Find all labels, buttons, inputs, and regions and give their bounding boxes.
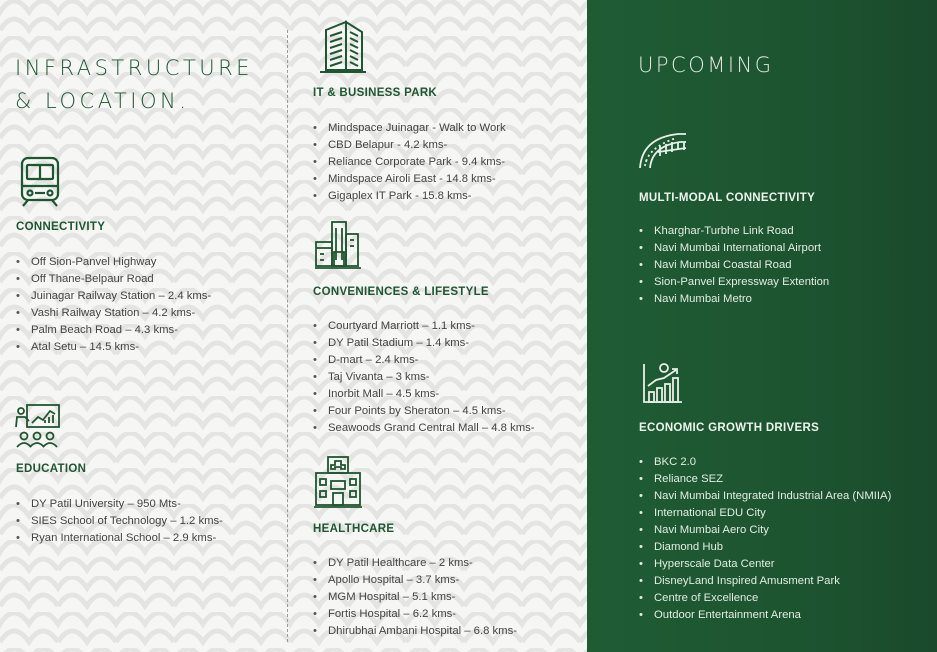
list-item: • Kharghar-Turbhe Link Road: [639, 223, 829, 240]
list-item: • SIES School of Technology – 1.2 kms-: [16, 513, 223, 530]
list-item: • Gigaplex IT Park - 15.8 kms-: [313, 188, 506, 205]
page-title: [15, 52, 253, 118]
economic-list: [639, 454, 899, 624]
list-item: • Diamond Hub: [639, 539, 899, 556]
list-item: • Palm Beach Road – 4.3 kms-: [16, 322, 211, 339]
economic-heading: ECONOMIC GROWTH DRIVERS: [639, 422, 820, 434]
list-item: • D-mart – 2.4 kms-: [313, 352, 535, 369]
connectivity-heading: CONNECTIVITY: [16, 221, 106, 233]
list-item: • Navi Mumbai International Airport: [639, 240, 829, 257]
office-tower-icon: [318, 20, 368, 75]
list-item: • Outdoor Entertainment Arena: [639, 607, 899, 624]
conveniences-list: [313, 318, 535, 437]
list-item: • Hyperscale Data Center: [639, 556, 899, 573]
healthcare-list: [313, 555, 517, 640]
list-item: • Seawoods Grand Central Mall – 4.8 kms-: [313, 420, 535, 437]
it-business-list: [313, 120, 506, 205]
title-line-2: & LOCATION.: [15, 89, 190, 113]
list-item: • Courtyard Marriott – 1.1 kms-: [313, 318, 535, 335]
list-item: • Off Thane-Belpaur Road: [16, 271, 211, 288]
it-business-heading: IT & BUSINESS PARK: [313, 87, 438, 99]
list-item: • Navi Mumbai Integrated Industrial Area (NMIIA): [639, 488, 899, 505]
list-item: • Reliance Corporate Park - 9.4 kms-: [313, 154, 506, 171]
title-line-1: INFRASTRUCTURE: [15, 56, 253, 80]
column-divider: [287, 30, 288, 642]
highway-icon: [638, 132, 688, 170]
list-item: • Centre of Excellence: [639, 590, 899, 607]
city-buildings-icon: [314, 220, 362, 270]
list-item: • Vashi Railway Station – 4.2 kms-: [16, 305, 211, 322]
list-item: • Juinagar Railway Station – 2.4 kms-: [16, 288, 211, 305]
multimodal-list: [639, 223, 829, 308]
list-item: • Dhirubhai Ambani Hospital – 6.8 kms-: [313, 623, 517, 640]
education-heading: EDUCATION: [16, 463, 87, 475]
list-item: • Mindspace Juinagar - Walk to Work: [313, 120, 506, 137]
train-icon: [20, 156, 60, 208]
list-item: • Sion-Panvel Expressway Extention: [639, 274, 829, 291]
healthcare-heading: HEALTHCARE: [313, 523, 395, 535]
list-item: • International EDU City: [639, 505, 899, 522]
connectivity-list: [16, 254, 211, 356]
list-item: • Navi Mumbai Metro: [639, 291, 829, 308]
list-item: • Taj Vivanta – 3 kms-: [313, 369, 535, 386]
list-item: • CBD Belapur - 4.2 kms-: [313, 137, 506, 154]
list-item: • Apollo Hospital – 3.7 kms-: [313, 572, 517, 589]
list-item: • Reliance SEZ: [639, 471, 899, 488]
list-item: • Navi Mumbai Aero City: [639, 522, 899, 539]
conveniences-heading: CONVENIENCES & LIFESTYLE: [313, 286, 489, 298]
list-item: • Atal Setu – 14.5 kms-: [16, 339, 211, 356]
list-item: • Four Points by Sheraton – 4.5 kms-: [313, 403, 535, 420]
upcoming-title: UPCOMING: [638, 53, 774, 77]
education-list: [16, 496, 223, 547]
list-item: • Inorbit Mall – 4.5 kms-: [313, 386, 535, 403]
list-item: • DY Patil Healthcare – 2 kms-: [313, 555, 517, 572]
hospital-icon: [314, 455, 362, 509]
list-item: • Navi Mumbai Coastal Road: [639, 257, 829, 274]
list-item: • Mindspace Airoli East - 14.8 kms-: [313, 171, 506, 188]
list-item: • Off Sion-Panvel Highway: [16, 254, 211, 271]
classroom-icon: [15, 403, 61, 449]
list-item: • Fortis Hospital – 6.2 kms-: [313, 606, 517, 623]
growth-chart-icon: [642, 362, 684, 404]
list-item: • DY Patil University – 950 Mts-: [16, 496, 223, 513]
list-item: • Ryan International School – 2.9 kms-: [16, 530, 223, 547]
list-item: • DisneyLand Inspired Amusment Park: [639, 573, 899, 590]
list-item: • DY Patil Stadium – 1.4 kms-: [313, 335, 535, 352]
multimodal-heading: MULTI-MODAL CONNECTIVITY: [639, 192, 816, 204]
list-item: • BKC 2.0: [639, 454, 899, 471]
list-item: • MGM Hospital – 5.1 kms-: [313, 589, 517, 606]
